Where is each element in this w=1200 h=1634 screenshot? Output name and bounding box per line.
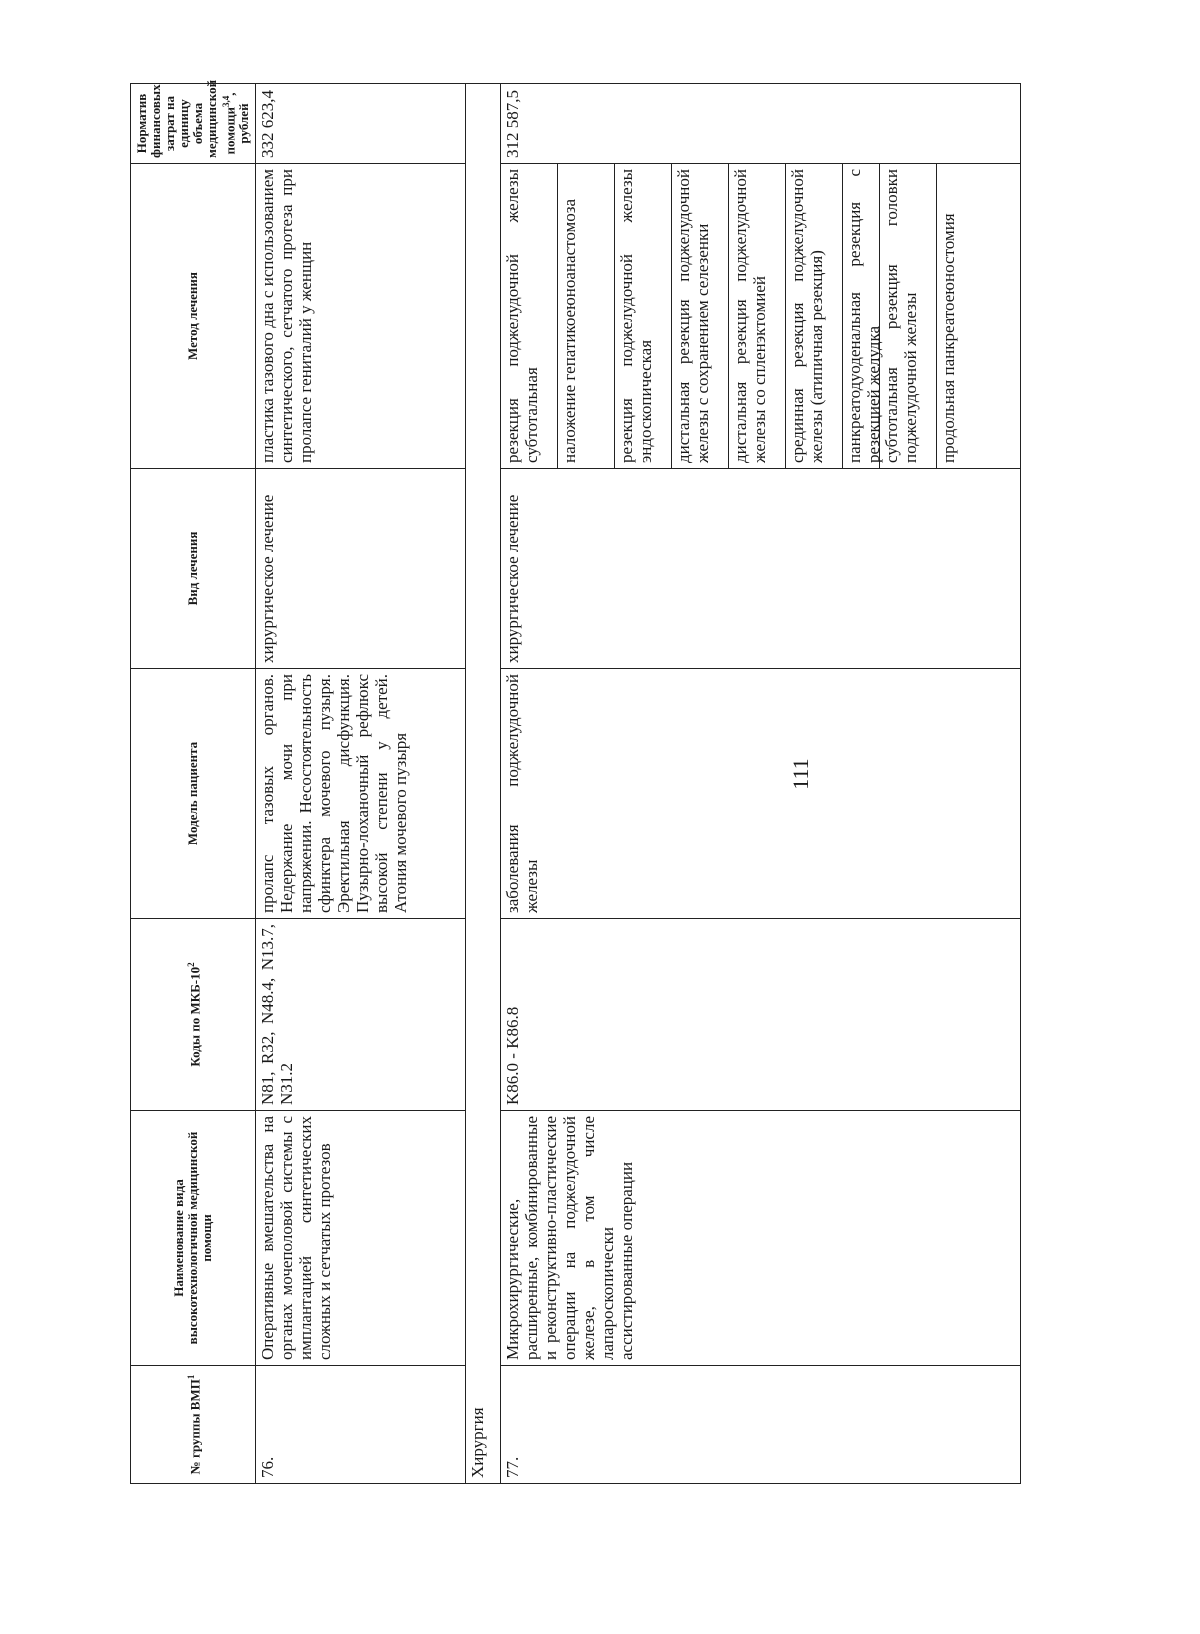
page-number: 111 bbox=[788, 758, 813, 790]
header-treatment-type: Вид лечения bbox=[131, 469, 256, 669]
row-77-codes: K86.0 - K86.8 bbox=[501, 919, 1021, 1111]
header-cost: Норматив финансовых затрат на единицу объема медицинской помощи$^{3,4}$, рублей bbox=[131, 84, 256, 164]
method-item: панкреатодуоденальная резекция с резекцией желудка bbox=[842, 164, 879, 468]
row-76-method: пластика тазового дна с использованием синтетического, сетчатого протеза при пролапсе гениталий у женщин bbox=[256, 164, 466, 469]
rotated-document-page bbox=[130, 79, 1030, 1484]
method-item: субтотальная резекция головки поджелудочной железы bbox=[879, 164, 936, 468]
method-item: резекция поджелудочной железы эндоскопическая bbox=[614, 164, 671, 468]
header-name: Наименование вида высокотехнологичной медицинской помощи bbox=[131, 1111, 256, 1366]
method-item: дистальная резекция поджелудочной железы с сохранением селезенки bbox=[671, 164, 728, 468]
row-77-treatment-type: хирургическое лечение bbox=[501, 469, 1021, 669]
method-item: срединная резекция поджелудочной железы (атипичная резекция) bbox=[785, 164, 842, 468]
row-76-patient-model: пролапс тазовых органов. Недержание мочи при напряжении. Несостоятельность сфинктера мочевого пузыря. Эректильная дисфункция. Пузырно-лоханочный рефлюкс высокой степени у детей. Атония мочевого пузыря bbox=[256, 669, 466, 919]
header-group-no: № группы ВМП$^1$ bbox=[131, 1366, 256, 1484]
section-row bbox=[466, 84, 501, 1484]
vmp-table bbox=[130, 79, 1021, 1484]
section-title: Хирургия bbox=[466, 84, 501, 1484]
row-77-methods bbox=[501, 164, 1021, 469]
table-row bbox=[501, 84, 1021, 1484]
row-76-treatment-type: хирургическое лечение bbox=[256, 469, 466, 669]
row-76-no: 76. bbox=[256, 1366, 466, 1484]
row-77-cost: 312 587,5 bbox=[501, 84, 1021, 164]
method-item: продольная панкреатоеюностомия bbox=[936, 164, 993, 468]
row-76-cost: 332 623,4 bbox=[256, 84, 466, 164]
method-item: наложение гепатикоеюноанастомоза bbox=[557, 164, 614, 468]
header-patient-model: Модель пациента bbox=[131, 669, 256, 919]
row-76-name: Оперативные вмешательства на органах мочеполовой системы с имплантацией синтетических сложных и сетчатых протезов bbox=[256, 1111, 466, 1366]
row-77-name: Микрохирургические, расширенные, комбинированные и реконструктивно-пластические операции на поджелудочной железе, в том числе лапароскопически ассистированные операции bbox=[501, 1111, 1021, 1366]
row-77-no: 77. bbox=[501, 1366, 1021, 1484]
row-77-patient-model: заболевания поджелудочной железы bbox=[501, 669, 1021, 919]
header-codes: Коды по МКБ-$10^2$ bbox=[131, 919, 256, 1111]
method-item: дистальная резекция поджелудочной железы со спленэктомией bbox=[728, 164, 785, 468]
row-76-codes: N81, R32, N48.4, N13.7, N31.2 bbox=[256, 919, 466, 1111]
method-item: резекция поджелудочной железы субтотальная bbox=[503, 169, 541, 463]
table-row bbox=[256, 84, 466, 1484]
table-header-row bbox=[131, 84, 256, 1484]
header-method: Метод лечения bbox=[131, 164, 256, 469]
